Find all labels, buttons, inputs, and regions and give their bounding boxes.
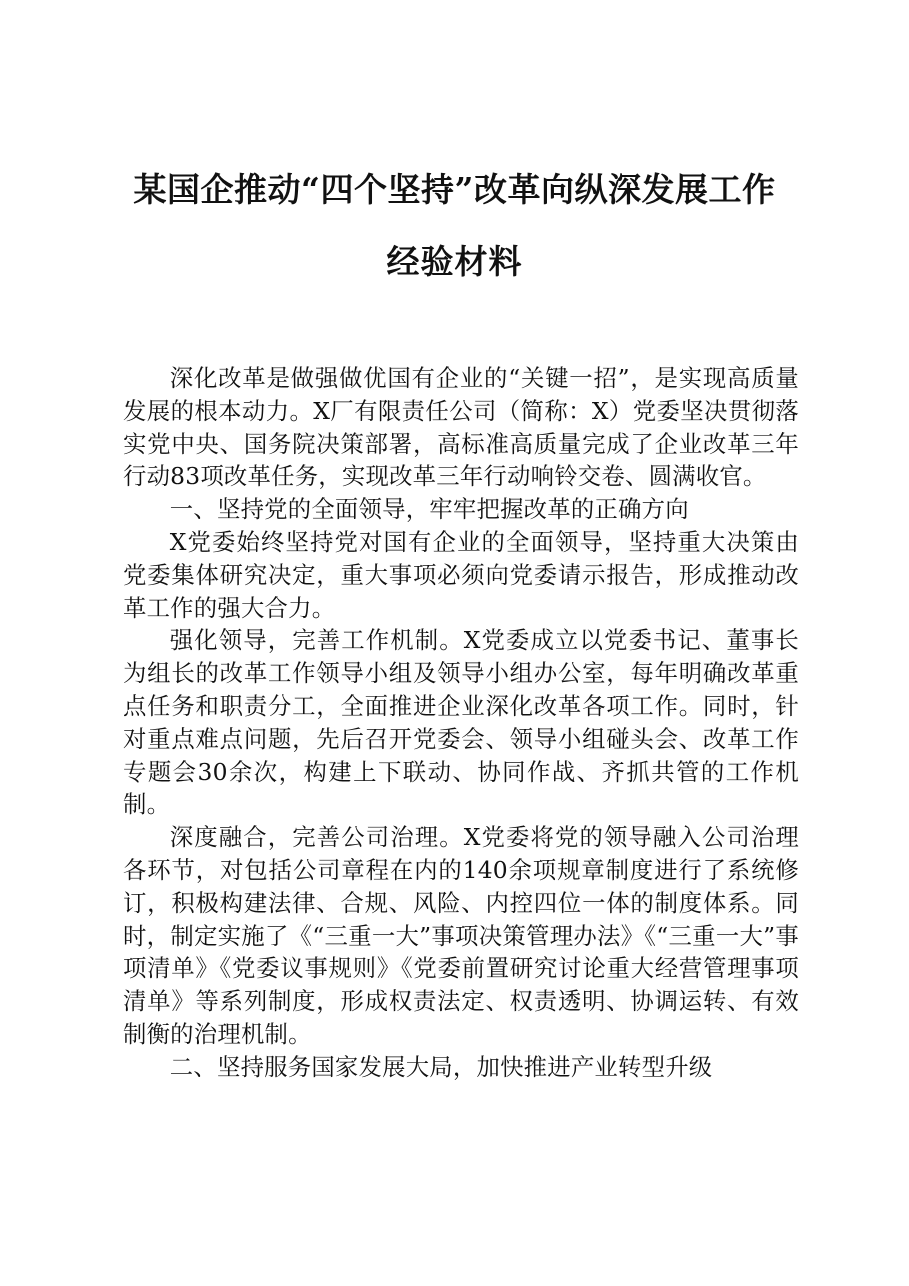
document-body xyxy=(123,362,799,1084)
section-heading-2: 二、坚持服务国家发展大局，加快推进产业转型升级 xyxy=(169,1052,713,1081)
section-heading-1: 一、坚持党的全面领导，牢牢把握改革的正确方向 xyxy=(169,495,689,524)
paragraph-intro: 深化改革是做强做优国有企业的“关键一招”，是实现高质量发展的根本动力。X厂有限责任公司（简称：X）党委坚决贯彻落实党中央、国务院决策部署，高标准高质量完成了企业改革三年行动83项改革任务，实现改革三年行动响铃交卷、圆满收官。 xyxy=(123,364,799,491)
paragraph-governance: 深度融合，完善公司治理。X党委将党的领导融入公司治理各环节，对包括公司章程在内的140余项规章制度进行了系统修订，积极构建法律、合规、风险、内控四位一体的制度体系。同时，制定实施了《“三重一大”事项决策管理办法》《“三重一大”事项清单》《党委议事规则》《党委前置研究讨论重大经营管理事项清单》等系列制度，形成权责法定、权责透明、协调运转、有效制衡的治理机制。 xyxy=(123,823,799,1048)
paragraph-leadership: X党委始终坚持党对国有企业的全面领导，坚持重大决策由党委集体研究决定，重大事项必须向党委请示报告，形成推动改革工作的强大合力。 xyxy=(123,527,799,622)
document-title-line-1: 某国企推动“四个坚持”改革向纵深发展工作 xyxy=(133,170,776,209)
paragraph-mechanism: 强化领导，完善工作机制。X党委成立以党委书记、董事长为组长的改革工作领导小组及领导小组办公室，每年明确改革重点任务和职责分工，全面推进企业深化改革各项工作。同时，针对重点难点问题，先后召开党委会、领导小组碰头会、改革工作专题会30余次，构建上下联动、协同作战、齐抓共管的工作机制。 xyxy=(123,626,799,819)
document-title-line-2: 经验材料 xyxy=(386,242,523,281)
